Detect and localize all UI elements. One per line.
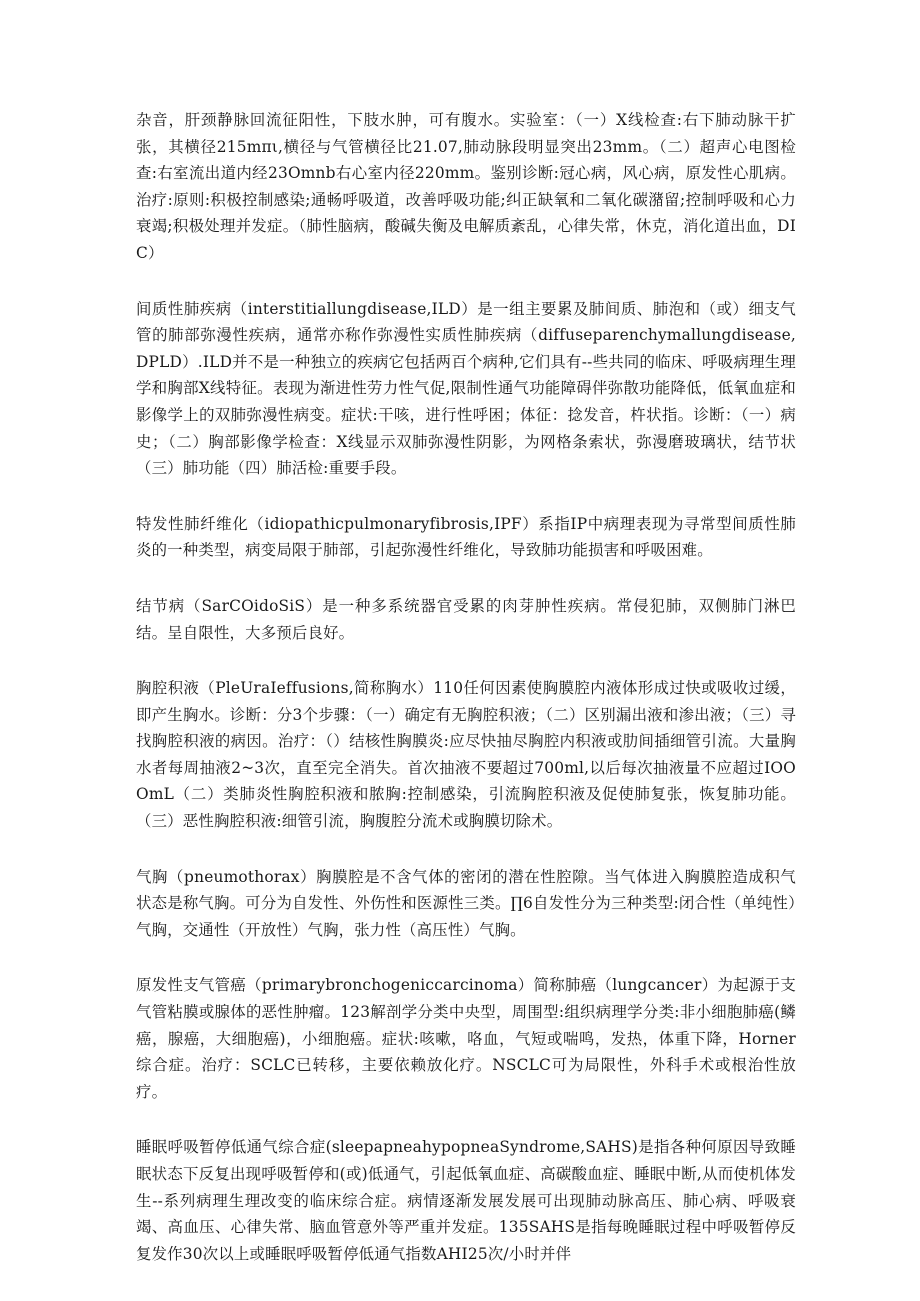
paragraph-pneumothorax: 气胸（pneumothorax）胸膜腔是不含气体的密闭的潜在性腔隙。当气体进入胸膜腔造成积气状态是称气胸。可分为自发性、外伤性和医源性三类。∏6自发性分为三种类型:闭合性（单纯性）气胸，交通性（开放性）气胸，张力性（高压性）气胸。: [136, 867, 796, 939]
paragraph-interstitial-lung-disease: 间质性肺疾病（interstitiallungdisease,ILD）是一组主要累及肺间质、肺泡和（或）细支气管的肺部弥漫性疾病，通常亦称作弥漫性实质性肺疾病（diffuseparenchymallungdisease,DPLD）.ILD并不是一种独立的疾病它包括两百个病种,它们具有--些共同的临床、呼吸病理生理学和胸部X线特征。表现为渐进性劳力性气促,限制性通气功能障碍伴弥散功能降低，低氧血症和影像学上的双肺弥漫性病变。症状:干咳，进行性呼困；体征：捻发音，杵状指。诊断：（一）病史；（二）胸部影像学检查：X线显示双肺弥漫性阴影，为网格条索状，弥漫磨玻璃状，结节状（三）肺功能（四）肺活检:重要手段。: [136, 299, 796, 478]
paragraph-sleep-apnea: 睡眠呼吸暂停低通气综合症(sleepapneahypopneaSyndrome,SAHS)是指各种何原因导致睡眠状态下反复出现呼吸暂停和(或)低通气，引起低氧血症、高碳酸血症、睡眠中断,从而使机体发生--系列病理生理改变的临床综合症。病情逐渐发展发展可出现肺动脉高压、肺心病、呼吸衰竭、高血压、心律失常、脑血管意外等严重并发症。135SAHS是指每晚睡眠过程中呼吸暂停反复发作30次以上或睡眠呼吸暂停低通气指数AHI25次/小时并伴: [136, 1138, 796, 1263]
document-page: [136, 107, 796, 1267]
paragraph-pleural-effusion: 胸腔积液（PleUraIeffusions,简称胸水）110任何因素使胸膜腔内液体形成过快或吸收过缓，即产生胸水。诊断：分3个步骤：（一）确定有无胸腔积液；（二）区别漏出液和渗出液；（三）寻找胸腔积液的病因。治疗：（）结核性胸膜炎:应尽快抽尽胸腔内积液或肋间插细管引流。大量胸水者每周抽液2~3次，直至完全消失。首次抽液不要超过700ml,以后每次抽液量不应超过IOOOmL（二）类肺炎性胸腔积液和脓胸:控制感染，引流胸腔积液及促使肺复张，恢复肺功能。（三）恶性胸腔积液:细管引流，胸腹腔分流术或胸膜切除术。: [136, 679, 796, 831]
paragraph-lung-cancer: 原发性支气管癌（primarybronchogeniccarcinoma）简称肺癌（lungcancer）为起源于支气管粘膜或腺体的恶性肿瘤。123解剖学分类中央型，周围型:组织病理学分类:非小细胞肺癌(鳞癌，腺癌，大细胞癌)，小细胞癌。症状:咳嗽，咯血，气短或喘鸣，发热，体重下降，Horner综合症。治疗：SCLC已转移，主要依赖放化疗。NSCLC可为局限性，外科手术或根治性放疗。: [136, 976, 796, 1101]
paragraph-sarcoidosis: 结节病（SarCOidoSiS）是一种多系统器官受累的肉芽肿性疾病。常侵犯肺，双侧肺门淋巴结。呈自限性，大多预后良好。: [136, 596, 796, 642]
paragraph-cor-pulmonale-treatment: 杂音，肝颈静脉回流征阳性，下肢水肿，可有腹水。实验室：（一）X线检查:右下肺动脉干扩张，其横径215mπι,横径与气管横径比21.07,肺动脉段明显突出23mm。（二）超声心电图检查:右室流出道内经23Omnb右心室内径220mm。鉴别诊断:冠心病，风心病，原发性心肌病。治疗:原则:积极控制感染;通畅呼吸道，改善呼吸功能;纠正缺氧和二氧化碳潴留;控制呼吸和心力衰竭;积极处理并发症。（肺性脑病，酸碱失衡及电解质紊乱，心律失常，休克，消化道出血，DIC）: [136, 111, 796, 262]
paragraph-idiopathic-pulmonary-fibrosis: 特发性肺纤维化（idiopathicpulmonaryfibrosis,IPF）系指IP中病理表现为寻常型间质性肺炎的一种类型，病变局限于肺部，引起弥漫性纤维化，导致肺功能损害和呼吸困难。: [136, 514, 796, 560]
